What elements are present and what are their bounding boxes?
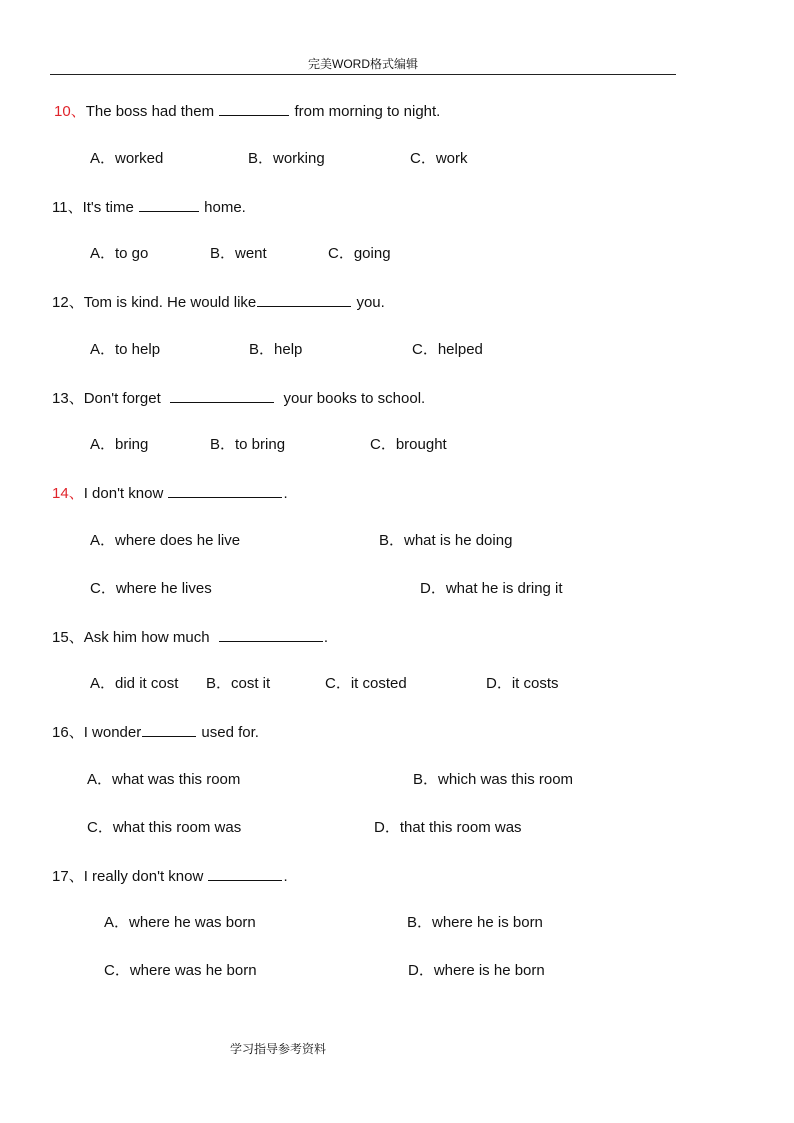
question-separator: 、	[68, 294, 84, 311]
option-d: D．where is he born	[408, 962, 545, 979]
question-number: 15	[52, 629, 69, 646]
option-c: C．where he lives	[90, 580, 212, 597]
option-a: A．where he was born	[104, 914, 256, 931]
question-14	[52, 483, 288, 504]
question-12	[52, 292, 385, 313]
option-d: D．that this room was	[374, 819, 522, 836]
option-b: B．what is he doing	[379, 532, 513, 549]
question-number: 10	[54, 103, 71, 120]
option-a: A．worked	[90, 150, 164, 167]
question-text-pre: Tom is kind. He would like	[83, 294, 257, 311]
question-17	[52, 866, 288, 887]
option-b: B．which was this room	[413, 771, 574, 788]
question-text-post: from morning to night.	[290, 103, 441, 120]
option-a: A．what was this room	[87, 771, 241, 788]
question-text-pre: I really don't know	[83, 868, 208, 885]
option-c: C．going	[328, 245, 391, 262]
option-a: A．where does he live	[90, 532, 241, 549]
option-b: B．cost it	[206, 675, 271, 692]
question-text-pre: The boss had them	[85, 103, 219, 120]
question-text-pre: Don't forget	[83, 390, 170, 407]
option-c: C．work	[410, 150, 468, 167]
question-separator: 、	[68, 724, 84, 741]
page-header: 完美WORD格式编辑	[308, 57, 418, 71]
answer-blank	[208, 866, 282, 881]
answer-blank	[170, 388, 274, 403]
question-text-post: home.	[199, 199, 246, 216]
question-text-pre: I don't know	[83, 485, 168, 502]
option-b: B．help	[249, 341, 303, 358]
question-number: 13	[52, 390, 69, 407]
question-separator: 、	[70, 103, 86, 120]
question-number: 12	[52, 294, 69, 311]
answer-blank	[257, 292, 351, 307]
question-10	[54, 101, 440, 122]
question-text-post: your books to school.	[275, 390, 426, 407]
option-a: A．to help	[90, 341, 161, 358]
option-b: B．went	[210, 245, 267, 262]
question-number: 17	[52, 868, 69, 885]
option-d: D．what he is dring it	[420, 580, 563, 597]
answer-blank	[219, 101, 289, 116]
question-text-post: used for.	[197, 724, 259, 741]
question-text-pre: Ask him how much	[83, 629, 218, 646]
answer-blank	[168, 483, 282, 498]
question-number: 11	[52, 199, 68, 216]
question-16	[52, 722, 259, 743]
option-c: C．it costed	[325, 675, 407, 692]
option-c: C．what this room was	[87, 819, 242, 836]
answer-blank	[139, 197, 199, 212]
question-number: 14	[52, 485, 69, 502]
option-d: D．it costs	[486, 675, 559, 692]
option-b: B．to bring	[210, 436, 286, 453]
question-separator: 、	[68, 485, 84, 502]
question-text-pre: It's time	[82, 199, 138, 216]
question-text-pre: I wonder	[83, 724, 142, 741]
question-separator: 、	[68, 390, 84, 407]
question-text-post: .	[283, 868, 288, 885]
option-b: B．working	[248, 150, 325, 167]
option-c: C．brought	[370, 436, 447, 453]
option-a: A．bring	[90, 436, 149, 453]
question-separator: 、	[68, 629, 84, 646]
question-number: 16	[52, 724, 69, 741]
option-c: C．helped	[412, 341, 483, 358]
question-15	[52, 627, 328, 648]
header-divider	[50, 74, 676, 75]
question-11	[52, 197, 246, 218]
option-b: B．where he is born	[407, 914, 543, 931]
question-separator: 、	[67, 199, 83, 216]
question-13	[52, 388, 425, 409]
option-a: A．did it cost	[90, 675, 179, 692]
answer-blank	[142, 722, 196, 737]
page-footer: 学习指导参考资料	[230, 1042, 327, 1056]
question-text-post: .	[323, 629, 329, 646]
option-a: A．to go	[90, 245, 149, 262]
question-text-post: you.	[352, 294, 385, 311]
question-separator: 、	[68, 868, 84, 885]
answer-blank	[219, 627, 323, 642]
question-text-post: .	[283, 485, 288, 502]
option-c: C．where was he born	[104, 962, 257, 979]
